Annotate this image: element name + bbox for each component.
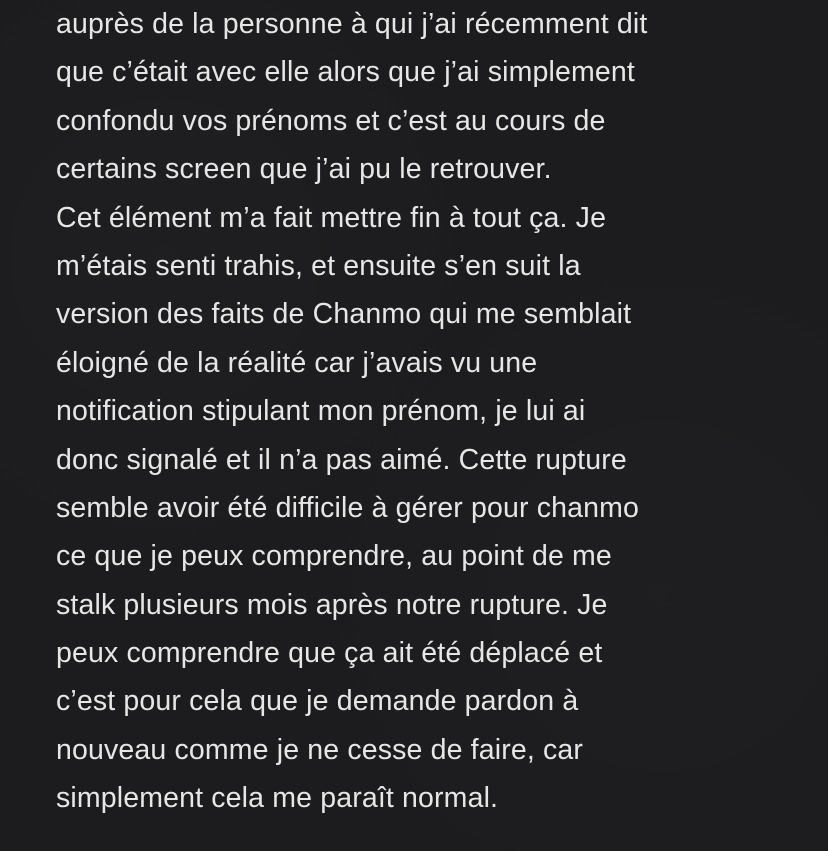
note-line: auprès de la personne à qui j’ai récemment dit — [56, 8, 648, 40]
note-line: donc signalé et il n’a pas aimé. Cette rupture — [56, 443, 627, 476]
note-line: stalk plusieurs mois après notre rupture. Je — [56, 588, 608, 621]
note-line: m’étais senti trahis, et ensuite s’en suit la — [56, 249, 581, 282]
note-line: simplement cela me paraît normal. — [56, 782, 499, 815]
note-line: c’est pour cela que je demande pardon à — [56, 685, 579, 718]
note-line: nouveau comme je ne cesse de faire, car — [56, 733, 584, 766]
note-line: que c’était avec elle alors que j’ai simplement — [56, 56, 635, 89]
note-body — [56, 0, 816, 823]
note-line: version des faits de Chanmo qui me semblait — [56, 298, 632, 331]
note-line: notification stipulant mon prénom, je lui ai — [56, 395, 586, 428]
note-line: éloigné de la réalité car j’avais vu une — [56, 346, 538, 379]
note-line: confondu vos prénoms et c’est au cours de — [56, 104, 606, 137]
note-line: certains screen que j’ai pu le retrouver. — [56, 153, 552, 186]
note-line: ce que je peux comprendre, au point de me — [56, 540, 612, 573]
note-line: semble avoir été difficile à gérer pour chanmo — [56, 491, 640, 524]
note-line: peux comprendre que ça ait été déplacé et — [56, 637, 603, 670]
note-line: Cet élément m’a fait mettre fin à tout ça. Je — [56, 201, 607, 234]
